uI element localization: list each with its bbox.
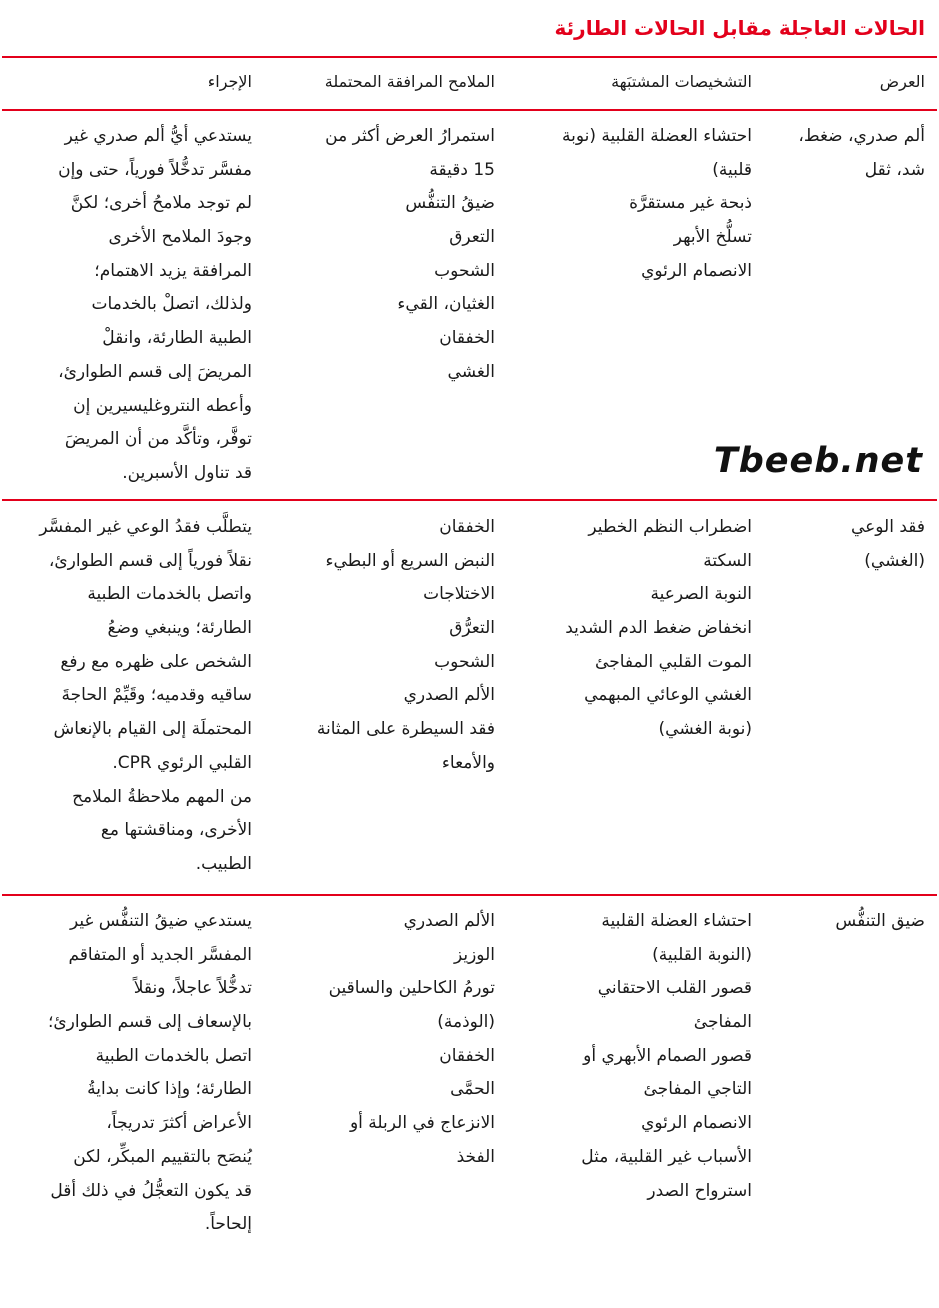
action-cell — [12, 511, 252, 882]
cell-line-text: 15 دقيقة — [429, 159, 495, 180]
cell-line-text: التاجي المفاجئ — [643, 1079, 752, 1100]
cell-line-text: الشخص على ظهره مع رفع — [60, 651, 252, 672]
cell-line-text: الخفقان — [439, 1045, 495, 1066]
symptom-cell — [779, 120, 925, 187]
cell-line — [520, 120, 752, 154]
features-cell — [291, 120, 495, 390]
cell-line-text: اضطراب النظم الخطير — [588, 517, 752, 537]
cell-line — [520, 221, 752, 255]
cell-line-text: (النوبة القلبية) — [652, 944, 752, 965]
cell-line — [520, 1040, 752, 1074]
cell-line-text: الانصمام الرئوي — [641, 260, 752, 281]
cell-line — [779, 511, 925, 545]
cell-line — [520, 1073, 752, 1107]
cell-line — [12, 679, 252, 713]
cell-line-text: قلبية) — [712, 159, 752, 180]
features-cell — [291, 905, 495, 1175]
cell-line-text: استمرارُ العرض أكثر من — [325, 126, 495, 146]
cell-line — [520, 972, 752, 1006]
column-header-features: الملامح المرافقة المحتملة — [324, 72, 495, 91]
cell-line-text: والأمعاء — [441, 752, 495, 773]
cell-line-text: ذبحة غير مستقرَّة — [629, 193, 752, 214]
cell-line — [520, 1006, 752, 1040]
cell-line — [291, 679, 495, 713]
cell-line — [12, 578, 252, 612]
features-cell — [291, 511, 495, 781]
cell-line-text: الأعراض أكثرَ تدريجاً، — [106, 1113, 252, 1134]
cell-line — [520, 679, 752, 713]
cell-line-text: يستدعي ضيقُ التنفُّس غير — [69, 911, 252, 931]
cell-line — [291, 288, 495, 322]
cell-line — [520, 713, 752, 747]
cell-line — [12, 814, 252, 848]
cell-line — [520, 939, 752, 973]
cell-line — [520, 1175, 752, 1209]
cell-line — [12, 120, 252, 154]
cell-line — [291, 747, 495, 781]
cell-line-text: الطبية الطارئة، وانقلْ — [102, 328, 252, 349]
diagnoses-cell — [520, 511, 752, 747]
cell-line-text: الاختلاجات — [423, 584, 495, 605]
cell-line-text: تسلُّخ الأبهر — [673, 227, 752, 248]
cell-line-text: القلبي الرئوي CPR. — [112, 752, 252, 773]
cell-line — [12, 1175, 252, 1209]
cell-line-text: النوبة الصرعية — [650, 584, 752, 605]
cell-line-text: توفَّر، وتأكَّد من أن المريضَ — [64, 429, 252, 450]
cell-line-text: فقد الوعي — [850, 517, 925, 537]
cell-line — [12, 1141, 252, 1175]
cell-line-text: قد يكون التعجُّلُ في ذلك أقل — [50, 1180, 252, 1201]
cell-line — [12, 423, 252, 457]
cell-line-text: إلحاحاً. — [204, 1214, 252, 1235]
cell-line — [291, 322, 495, 356]
cell-line-text: ألم صدري، ضغط، — [798, 126, 925, 146]
cell-line-text: يتطلَّب فقدُ الوعي غير المفسَّر — [39, 517, 252, 537]
cell-line-text: الطارئة؛ وإذا كانت بدايةُ — [87, 1079, 252, 1100]
cell-line-text: ساقيه وقدميه؛ وقَيِّمْ الحاجةَ — [61, 685, 252, 706]
cell-line — [12, 972, 252, 1006]
cell-line — [291, 120, 495, 154]
cell-line-text: واتصل بالخدمات الطبية — [87, 584, 252, 605]
cell-line — [291, 905, 495, 939]
cell-line-text: (الغشي) — [864, 550, 925, 571]
cell-line — [12, 221, 252, 255]
cell-line-text: (نوبة الغشي) — [658, 719, 752, 740]
cell-line-text: قصور القلب الاحتقاني — [597, 978, 752, 999]
cell-line — [12, 356, 252, 390]
cell-line — [12, 646, 252, 680]
cell-line — [12, 322, 252, 356]
cell-line — [12, 255, 252, 289]
cell-line-text: المحتملَة إلى القيام بالإنعاش — [53, 719, 252, 740]
cell-line-text: انخفاض ضغط الدم الشديد — [565, 618, 752, 639]
cell-line — [291, 221, 495, 255]
cell-line-text: قصور الصمام الأبهري أو — [583, 1045, 752, 1066]
cell-line-text: تورمُ الكاحلين والساقين — [328, 978, 495, 999]
cell-line-text: الخفقان — [439, 328, 495, 349]
cell-line — [291, 713, 495, 747]
cell-line — [12, 939, 252, 973]
cell-line-text: الشحوب — [434, 260, 495, 281]
cell-line-text: الشحوب — [434, 651, 495, 672]
cell-line-text: الموت القلبي المفاجئ — [595, 651, 752, 672]
cell-line-text: الفخذ — [456, 1146, 495, 1167]
cell-line — [291, 187, 495, 221]
cell-line-text: شد، ثقل — [864, 159, 925, 180]
cell-line — [291, 972, 495, 1006]
divider — [2, 894, 937, 896]
cell-line — [291, 1073, 495, 1107]
cell-line — [12, 781, 252, 815]
cell-line — [12, 154, 252, 188]
action-cell — [12, 905, 252, 1242]
cell-line — [779, 905, 925, 939]
cell-line — [520, 255, 752, 289]
cell-line-text: احتشاء العضلة القلبية (نوبة — [562, 126, 752, 146]
cell-line — [291, 578, 495, 612]
cell-line — [779, 545, 925, 579]
cell-line — [12, 390, 252, 424]
table-row — [0, 511, 939, 883]
cell-line — [291, 612, 495, 646]
cell-line — [520, 545, 752, 579]
cell-line — [12, 1073, 252, 1107]
cell-line-text: الألم الصدري — [403, 685, 495, 706]
cell-line — [12, 905, 252, 939]
cell-line-text: المريضَ إلى قسم الطوارئ، — [58, 361, 252, 382]
cell-line-text: قد تناول الأسبرين. — [122, 462, 252, 483]
cell-line-text: وجودَ الملامح الأخرى — [108, 227, 252, 248]
cell-line-text: التعرق — [449, 227, 495, 248]
table-row — [0, 905, 939, 1245]
cell-line — [779, 154, 925, 188]
cell-line-text: ضيق التنفُّس — [835, 911, 925, 931]
cell-line-text: اتصل بالخدمات الطبية — [95, 1045, 252, 1066]
cell-line-text: من المهم ملاحظةُ الملامح — [72, 786, 252, 807]
cell-line — [520, 187, 752, 221]
cell-line-text: الأخرى، ومناقشتها مع — [100, 820, 252, 841]
cell-line-text: النبض السريع أو البطيء — [325, 550, 495, 571]
column-header-action: الإجراء — [207, 72, 252, 91]
cell-line-text: يُنصَح بالتقييم المبكِّر، لكن — [73, 1146, 252, 1167]
cell-line-text: السكتة — [703, 550, 752, 571]
cell-line-text: الوزيز — [453, 944, 495, 965]
cell-line — [12, 545, 252, 579]
cell-line-text: ضيقُ التنفُّس — [405, 193, 495, 214]
cell-line — [291, 511, 495, 545]
cell-line-text: الانصمام الرئوي — [641, 1113, 752, 1134]
cell-line — [520, 154, 752, 188]
cell-line-text: الأسباب غير القلبية، مثل — [581, 1146, 752, 1167]
divider — [2, 109, 937, 111]
watermark: Tbeeb.net — [713, 441, 923, 481]
cell-line — [12, 848, 252, 882]
cell-line — [520, 612, 752, 646]
cell-line — [520, 905, 752, 939]
cell-line — [12, 612, 252, 646]
cell-line-text: الغثيان، القيء — [397, 294, 495, 315]
cell-line — [12, 1208, 252, 1242]
cell-line — [12, 457, 252, 491]
cell-line — [12, 511, 252, 545]
cell-line — [291, 545, 495, 579]
cell-line — [12, 288, 252, 322]
divider — [2, 499, 937, 501]
page-title: الحالات العاجلة مقابل الحالات الطارئة — [554, 16, 925, 40]
table-row — [0, 120, 939, 492]
cell-line — [291, 1141, 495, 1175]
cell-line-text: نقلاً فورياً إلى قسم الطوارئ، — [48, 550, 252, 571]
cell-line-text: الانزعاج في الربلة أو — [349, 1113, 495, 1134]
cell-line — [520, 1107, 752, 1141]
cell-line — [12, 1040, 252, 1074]
cell-line-text: فقد السيطرة على المثانة — [316, 719, 495, 740]
cell-line — [12, 713, 252, 747]
cell-line — [520, 578, 752, 612]
cell-line-text: استرواح الصدر — [647, 1180, 752, 1201]
cell-line-text: الطبيب. — [195, 853, 252, 874]
cell-line — [12, 1006, 252, 1040]
cell-line-text: المرافقة يزيد الاهتمام؛ — [94, 260, 252, 281]
cell-line-text: وأعطه النتروغليسيرين إن — [73, 395, 252, 416]
cell-line — [291, 1107, 495, 1141]
symptom-cell — [779, 511, 925, 578]
column-header-symptom: العرض — [879, 72, 925, 91]
cell-line — [291, 255, 495, 289]
cell-line-text: احتشاء العضلة القلبية — [601, 911, 752, 931]
symptom-cell — [779, 905, 925, 939]
cell-line-text: بالإسعاف إلى قسم الطوارئ؛ — [47, 1012, 252, 1033]
cell-line-text: (الوذمة) — [437, 1012, 495, 1033]
cell-line — [520, 511, 752, 545]
cell-line-text: تدخُّلاً عاجلاً، ونقلاً — [133, 978, 252, 999]
cell-line-text: يستدعي أيُّ ألم صدري غير — [64, 126, 252, 146]
action-cell — [12, 120, 252, 491]
column-header-diagnoses: التشخيصات المشتبَهة — [611, 72, 752, 91]
cell-line-text: الخفقان — [439, 517, 495, 537]
diagnoses-cell — [520, 120, 752, 288]
cell-line-text: المفسَّر الجديد أو المتفاقم — [68, 944, 252, 965]
cell-line — [291, 356, 495, 390]
cell-line-text: الألم الصدري — [403, 911, 495, 931]
cell-line — [291, 646, 495, 680]
cell-line — [520, 646, 752, 680]
cell-line — [779, 120, 925, 154]
cell-line-text: التعرُّق — [449, 618, 495, 639]
cell-line — [291, 1006, 495, 1040]
table-header-row — [0, 64, 939, 100]
cell-line-text: الغشي — [447, 361, 495, 382]
diagnoses-cell — [520, 905, 752, 1208]
cell-line-text: الحمَّى — [450, 1079, 495, 1100]
cell-line-text: الغشي الوعائي المبهمي — [584, 685, 752, 706]
cell-line — [12, 747, 252, 781]
cell-line — [520, 1141, 752, 1175]
cell-line-text: المفاجئ — [693, 1012, 752, 1033]
cell-line — [12, 1107, 252, 1141]
cell-line — [291, 1040, 495, 1074]
divider — [2, 56, 937, 58]
cell-line-text: الطارئة؛ وينبغي وضعُ — [107, 618, 252, 639]
cell-line-text: مفسَّر تدخُّلاً فورياً، حتى وإن — [58, 159, 252, 180]
cell-line — [291, 939, 495, 973]
cell-line-text: ولذلك، اتصلْ بالخدمات — [91, 294, 252, 315]
cell-line — [12, 187, 252, 221]
cell-line — [291, 154, 495, 188]
cell-line-text: لم توجد ملامحُ أخرى؛ لكنَّ — [70, 193, 252, 214]
